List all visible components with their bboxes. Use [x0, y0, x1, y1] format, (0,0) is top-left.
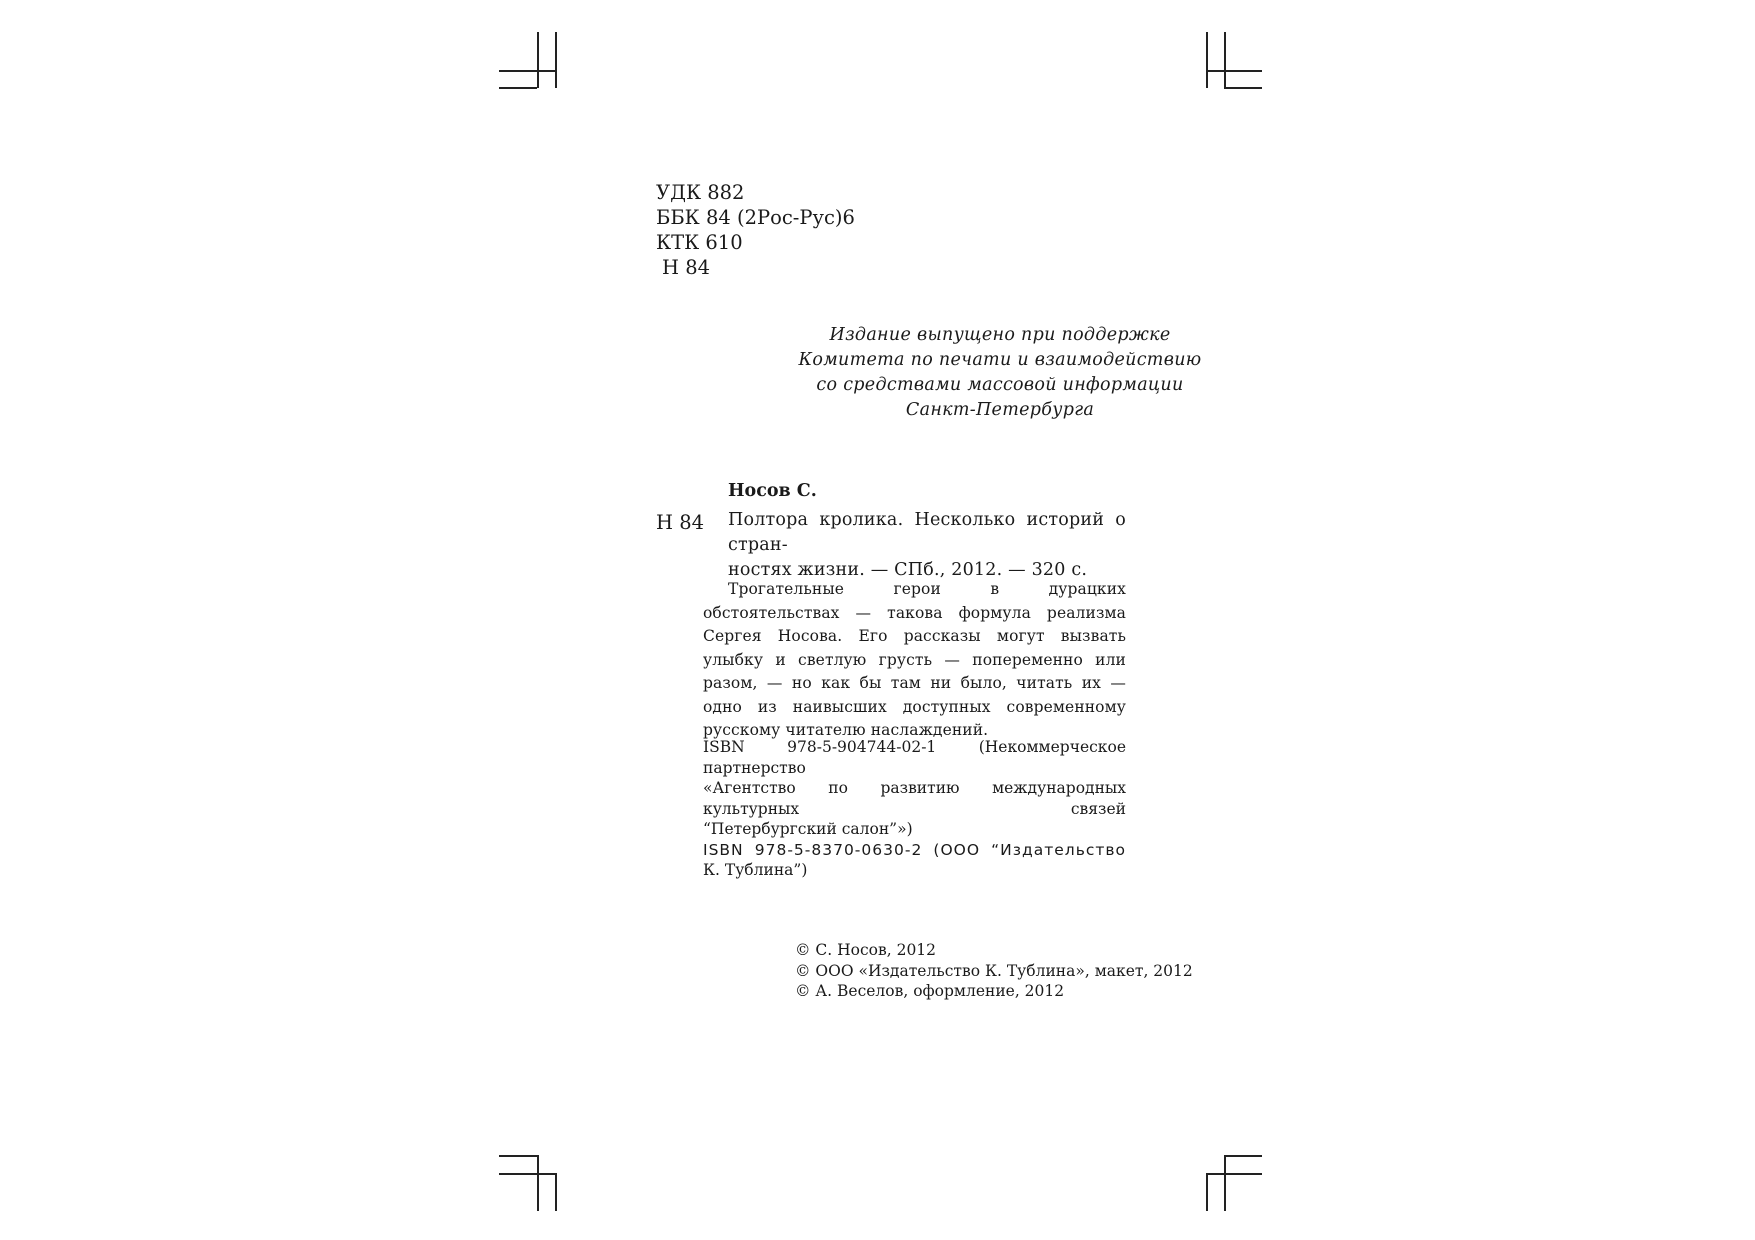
classification-block — [656, 180, 855, 280]
ktk-code: КТК 610 — [656, 231, 743, 254]
annotation-text: Трогательные герои в дурацких обстоятельствах — такова формула реализма Сергея Носова. Его рассказы могут вызвать улыбку и светлую грусть — попеременно или разом, — но как бы там ни было, читать их — одно из наивысших доступных современному русскому читателю наслаждений. — [703, 580, 1126, 739]
copyright-line: © А. Веселов, оформление, 2012 — [795, 982, 1065, 1000]
isbn-line: “Петербургский салон”») — [703, 820, 913, 838]
author-mark: Н 84 — [662, 256, 711, 279]
isbn-line: ISBN 978-5-904744-02-1 (Некоммерческое партнерство — [703, 738, 1126, 777]
support-line: Санкт-Петербурга — [905, 400, 1095, 420]
udk-code: УДК 882 — [656, 181, 745, 204]
entry-author: Носов С. — [728, 481, 817, 501]
copyright-block — [795, 940, 1193, 1002]
description-line: ностях жизни. — СПб., 2012. — 320 с. — [728, 560, 1088, 580]
bbk-code: ББК 84 (2Рос-Рус)6 — [656, 206, 855, 229]
support-note — [790, 323, 1210, 423]
description-line: Полтора кролика. Несколько историй о стран- — [728, 510, 1126, 555]
support-line: Издание выпущено при поддержке — [829, 325, 1171, 345]
isbn-line: «Агентство по развитию международных культурных связей — [703, 779, 1126, 818]
support-line: Комитета по печати и взаимодействию — [798, 350, 1202, 370]
entry-description — [728, 508, 1126, 583]
support-line: со средствами массовой информации — [816, 375, 1184, 395]
annotation — [703, 578, 1126, 743]
isbn-line: ISBN 978-5-8370-0630-2 (ООО “Издательство — [703, 840, 1126, 859]
entry-author-mark: Н 84 — [656, 511, 705, 534]
copyright-line: © ООО «Издательство К. Тублина», макет, 2012 — [795, 961, 1193, 980]
isbn-line: К. Тублина”) — [703, 861, 808, 879]
isbn-block — [703, 737, 1126, 881]
copyright-line: © С. Носов, 2012 — [795, 941, 937, 959]
